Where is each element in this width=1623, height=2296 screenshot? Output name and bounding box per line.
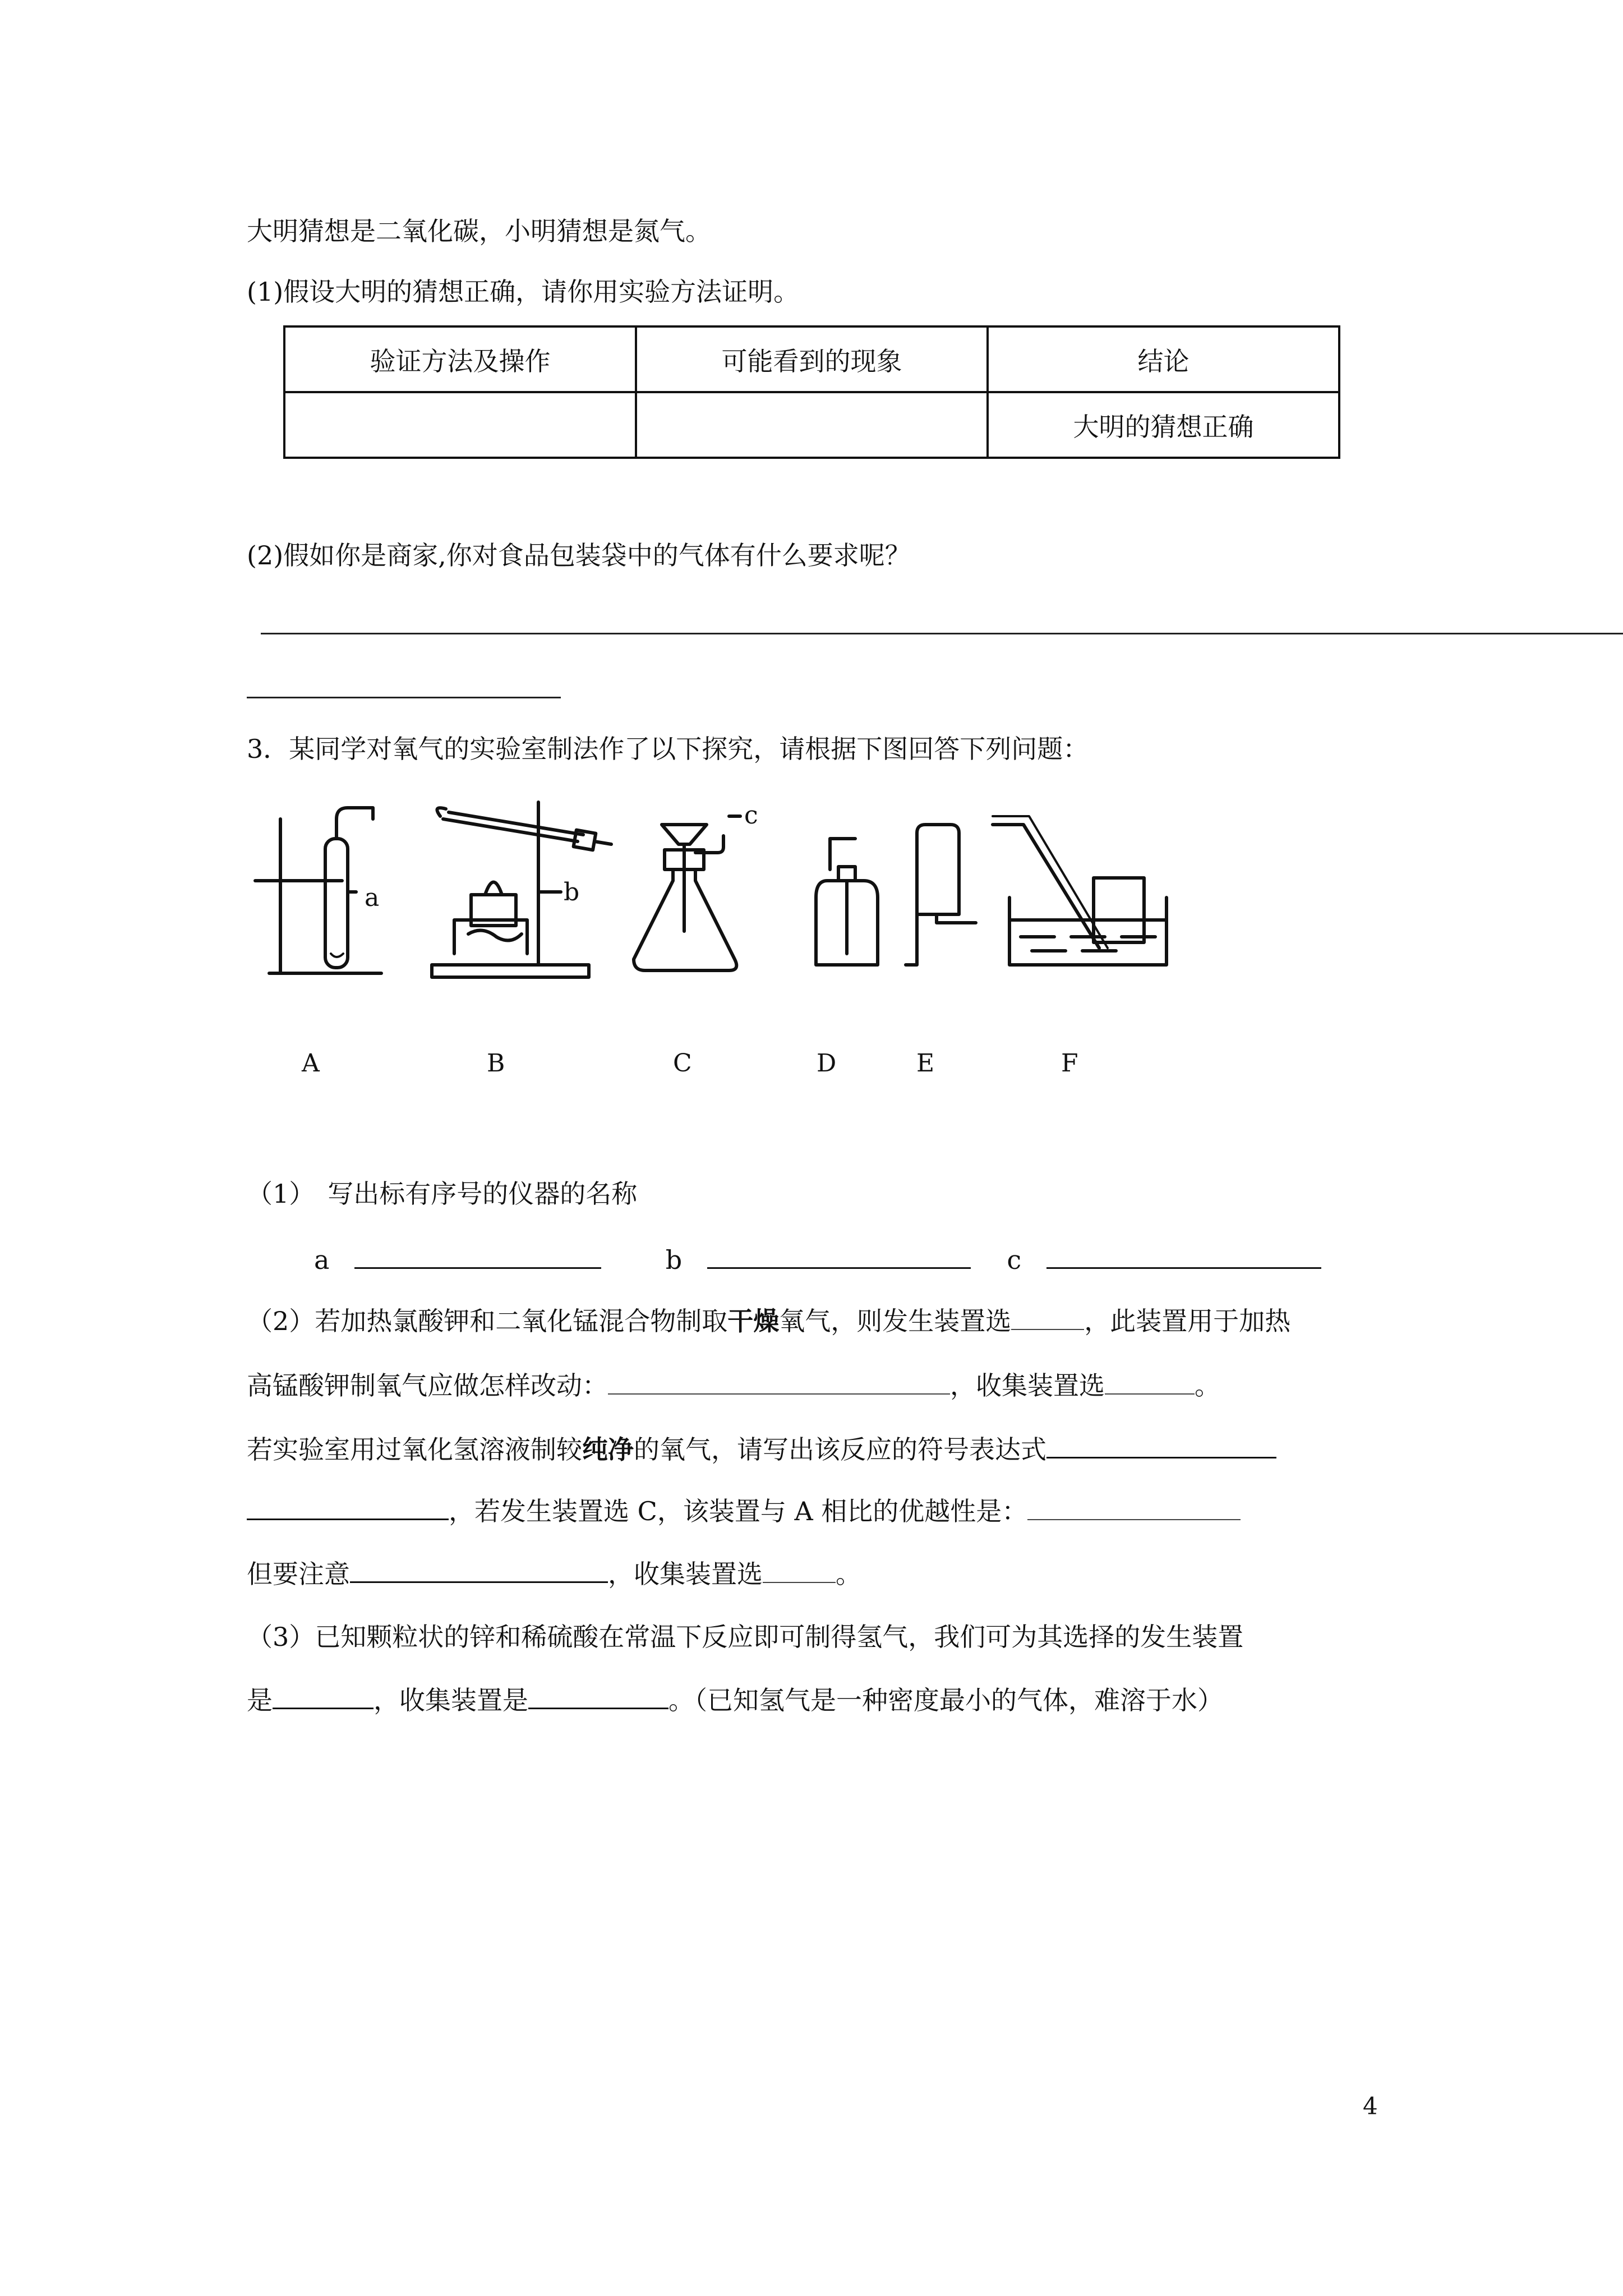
answer-blank-c[interactable] (1046, 1243, 1321, 1269)
text-span: 但要注意 (247, 1559, 350, 1589)
text-span: （2）若加热氯酸钾和二氧化锰混合物制取 (247, 1306, 728, 1336)
apparatus-a (255, 808, 381, 973)
answer-blank-b[interactable] (707, 1243, 971, 1269)
bold-text: 干燥 (727, 1306, 780, 1336)
apparatus-f (993, 816, 1166, 965)
answer-blank[interactable] (763, 1557, 836, 1583)
question-1-prompt: (1)假设大明的猜想正确，请你用实验方法证明。 (247, 277, 800, 307)
text-span: 若实验室用过氧化氢溶液制较 (247, 1434, 582, 1465)
callout-a: a (365, 884, 380, 912)
question-2-prompt: (2)假如你是商家,你对食品包装袋中的气体有什么要求呢？ (247, 540, 911, 570)
callout-c: c (744, 801, 758, 830)
answer-blank[interactable] (528, 1683, 668, 1709)
answer-line[interactable] (247, 697, 561, 698)
text-line: 大明猜想是二氧化碳，小明猜想是氮气。 (247, 216, 711, 246)
answer-blank-a[interactable] (354, 1243, 601, 1269)
sub-question-1: （1） 写出标有序号的仪器的名称 (247, 1179, 638, 1209)
figure-label-f: F (1061, 1049, 1078, 1078)
figure-label-a: A (302, 1049, 320, 1078)
text-span: 的氧气，请写出该反应的符号表达式 (634, 1434, 1046, 1465)
answer-blank[interactable] (1046, 1432, 1276, 1458)
verification-table (283, 325, 1340, 459)
table-row (284, 392, 1339, 458)
answer-blank[interactable] (608, 1369, 950, 1395)
answer-blank[interactable] (1027, 1494, 1241, 1520)
answer-blank[interactable] (350, 1557, 608, 1583)
answer-blank[interactable] (247, 1494, 449, 1520)
table-cell-method[interactable] (284, 392, 636, 458)
text-span: ，该装置与 A 相比的优越性是： (657, 1496, 1028, 1526)
text-line (247, 1432, 1276, 1466)
callout-b: b (564, 878, 580, 907)
text-line (247, 1494, 1241, 1528)
text-span: ，收集装置是 (374, 1685, 528, 1715)
bold-text: 纯净 (582, 1434, 634, 1465)
figure-label-d: D (817, 1049, 837, 1078)
apparatus-b (432, 802, 611, 977)
text-span: ，此装置用于加热 (1084, 1306, 1291, 1336)
table-header-row (284, 326, 1339, 392)
answer-line[interactable] (261, 633, 1623, 634)
page-number: 4 (1363, 2092, 1378, 2120)
apparatus-c (634, 816, 740, 970)
label-a: a (314, 1245, 330, 1275)
table-header-cell: 可能看到的现象 (636, 326, 988, 392)
instrument-name-row (314, 1243, 1321, 1277)
label-c: c (1007, 1245, 1022, 1275)
text-line (247, 1683, 1223, 1717)
text-line (247, 1369, 1220, 1402)
text-line (247, 1557, 861, 1591)
text-span: 。 (1195, 1370, 1220, 1401)
answer-blank[interactable] (273, 1683, 374, 1709)
figure-label-c: C (673, 1049, 692, 1078)
answer-blank[interactable] (1011, 1304, 1084, 1330)
text-span: 氧气，则发生装置选 (779, 1306, 1012, 1336)
figure-label-b: B (487, 1049, 505, 1078)
table-cell-phenomenon[interactable] (636, 392, 988, 458)
text-span: ，收集装置选 (950, 1370, 1105, 1401)
figure-label-e: E (916, 1049, 935, 1078)
answer-blank[interactable] (1105, 1369, 1195, 1395)
text-span: 。（已知氢气是一种密度最小的气体，难溶于水） (668, 1685, 1223, 1715)
text-span: 高锰酸钾制氧气应做怎样改动： (247, 1370, 608, 1401)
table-header-cell: 结论 (988, 326, 1339, 392)
table-cell-conclusion: 大明的猜想正确 (988, 392, 1339, 458)
apparatus-d (816, 839, 878, 965)
apparatus-e (906, 825, 976, 965)
table-header-cell: 验证方法及操作 (284, 326, 636, 392)
apparatus-figure (247, 785, 1200, 987)
sub-question-3: （3）已知颗粒状的锌和稀硫酸在常温下反应即可制得氢气，我们可为其选择的发生装置 (247, 1622, 1244, 1652)
label-b: b (665, 1245, 683, 1275)
sub-question-2 (247, 1304, 1290, 1338)
question-3-prompt: 3．某同学对氧气的实验室制法作了以下探究，请根据下图回答下列问题： (247, 734, 1089, 764)
text-span: 。 (836, 1559, 861, 1589)
text-span: 是 (247, 1685, 273, 1715)
text-span: ，若发生装置选 C (449, 1496, 657, 1526)
text-span: ，收集装置选 (608, 1559, 763, 1589)
